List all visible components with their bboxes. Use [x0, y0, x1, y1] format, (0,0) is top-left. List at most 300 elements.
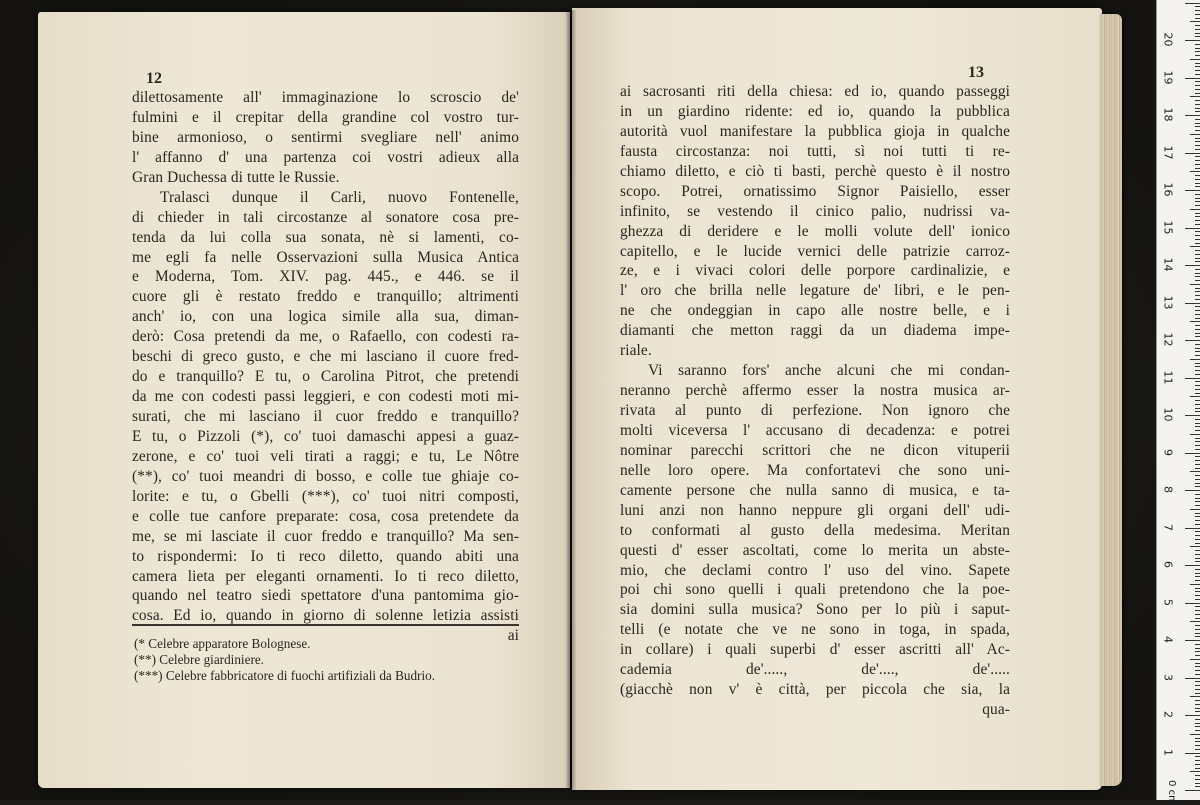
right-page-text-line: cademia de'....., de'...., de'.....	[620, 661, 1010, 679]
ruler-tick	[1195, 213, 1200, 214]
ruler-tick	[1195, 704, 1200, 705]
left-page-text-line: da me con codesti passi leggieri, e con codesti moti mi-	[132, 388, 519, 406]
ruler-tick	[1195, 591, 1200, 592]
ruler-tick	[1195, 775, 1200, 776]
ruler-number: 11	[1161, 370, 1175, 384]
ruler-tick	[1190, 659, 1200, 660]
left-page-text-line: l' affanno d' una partenza coi vostri adieux alla	[132, 148, 519, 166]
ruler-tick	[1185, 490, 1200, 491]
right-page-text-line: in un giardino ridente: ed io, quando la pubblica	[620, 102, 1010, 120]
ruler-tick	[1185, 40, 1200, 41]
ruler-tick	[1195, 205, 1200, 206]
ruler-tick	[1195, 250, 1200, 251]
ruler-tick	[1190, 359, 1200, 360]
right-page-text	[620, 82, 1010, 720]
left-page-text-line: dilettosamente all' immaginazione lo scroscio de'	[132, 89, 519, 106]
ruler-tick	[1185, 303, 1200, 304]
ruler-number: 17	[1161, 145, 1175, 159]
ruler-tick	[1185, 753, 1200, 754]
ruler-tick	[1195, 543, 1200, 544]
footnotes	[134, 636, 524, 684]
ruler-tick	[1190, 59, 1200, 60]
ruler-tick	[1195, 310, 1200, 311]
ruler-tick	[1190, 771, 1200, 772]
ruler-tick	[1185, 265, 1200, 266]
left-page-text-line: me, se mi lasciate il cuor freddo e tranquillo? Ma sen-	[132, 527, 519, 545]
ruler-tick	[1190, 396, 1200, 397]
ruler-tick	[1195, 243, 1200, 244]
ruler-tick	[1195, 764, 1200, 765]
right-page-text-line: capitello, e le lucide vernici delle patrizie carroz-	[620, 242, 1010, 260]
ruler-number: 18	[1161, 107, 1175, 122]
ruler-tick	[1195, 183, 1200, 184]
ruler-tick	[1195, 588, 1200, 589]
ruler-tick	[1195, 280, 1200, 281]
ruler-tick	[1195, 186, 1200, 187]
ruler-tick	[1195, 269, 1200, 270]
ruler-tick	[1195, 48, 1200, 49]
ruler-number: 16	[1161, 182, 1175, 197]
ruler-tick	[1195, 14, 1200, 15]
left-page-text-line: anch' io, con una logica simile alla sua, diman-	[132, 308, 519, 326]
ruler-tick	[1195, 614, 1200, 615]
ruler-tick	[1195, 689, 1200, 690]
ruler-tick	[1195, 516, 1200, 517]
ruler-tick	[1195, 156, 1200, 157]
ruler-tick	[1195, 741, 1200, 742]
ruler-tick	[1190, 546, 1200, 547]
ruler-tick	[1195, 456, 1200, 457]
ruler-tick	[1195, 89, 1200, 90]
ruler-tick	[1195, 606, 1200, 607]
ruler-tick	[1190, 471, 1200, 472]
ruler-tick	[1195, 224, 1200, 225]
footnote: (* Celebre apparatore Bolognese.	[134, 636, 311, 651]
ruler-tick	[1195, 723, 1200, 724]
ruler-tick	[1195, 524, 1200, 525]
ruler-tick	[1195, 438, 1200, 439]
ruler-tick	[1195, 81, 1200, 82]
ruler-number: 6	[1161, 561, 1175, 568]
ruler-tick	[1195, 711, 1200, 712]
ruler-tick	[1190, 171, 1200, 172]
ruler-tick	[1195, 36, 1200, 37]
ruler-tick	[1195, 254, 1200, 255]
ruler-tick	[1195, 441, 1200, 442]
ruler-tick	[1195, 468, 1200, 469]
left-page-text-line: do e tranquillo? E tu, o Carolina Pitrot, che pretendi	[132, 368, 519, 386]
ruler-tick	[1195, 648, 1200, 649]
ruler-tick	[1195, 276, 1200, 277]
ruler-tick	[1195, 681, 1200, 682]
ruler-tick	[1195, 6, 1200, 7]
left-page-text-line: Tralasci dunque il Carli, nuovo Fontenelle,	[160, 188, 519, 206]
ruler-tick	[1195, 393, 1200, 394]
right-page-text-line: in collare) i quali superbi d' esser ascritti all' Ac-	[620, 641, 1010, 659]
right-page-text-line: ghezza di deridere e le molli volute dell' ionico	[620, 222, 1010, 240]
right-page-text-line: fausta circostanza: noi tutti, sì noi tutti ti re-	[620, 142, 1010, 160]
right-page-text-line: Vi saranno fors' anche alcuni che mi condan-	[648, 362, 1010, 380]
ruler-tick	[1195, 756, 1200, 757]
ruler-tick	[1195, 130, 1200, 131]
left-page-text-line: camera lieta per eleganti ornamenti. Io ti reco diletto,	[132, 567, 519, 585]
ruler-tick	[1195, 561, 1200, 562]
left-page-text-line: me egli fa nelle Osservazioni sulla Musica Antica	[132, 248, 519, 266]
ruler-number: 2	[1161, 711, 1175, 718]
left-page-text-line: cosa. Ed io, quando in giorno di solenne letizia assisti	[132, 607, 519, 625]
ruler-tick	[1195, 595, 1200, 596]
left-page-text-line: bine armonioso, o sentirmi svegliare nell' animo	[132, 128, 519, 146]
right-page-text-line: camente persone che nulla sanno di musica, e ta-	[620, 481, 1010, 499]
ruler-tick	[1195, 655, 1200, 656]
left-page-text-line: to rispondermi: Io ti reco diletto, quando abiti una	[132, 547, 519, 565]
ruler-tick	[1195, 670, 1200, 671]
ruler-tick	[1195, 531, 1200, 532]
ruler-tick	[1195, 329, 1200, 330]
ruler-tick	[1190, 321, 1200, 322]
ruler-number: 3	[1161, 673, 1175, 681]
ruler-tick	[1195, 745, 1200, 746]
ruler-tick	[1195, 344, 1200, 345]
right-page-text-line: nominar parecchi scrittori che ne dicon vituperii	[620, 441, 1010, 459]
ruler-tick	[1195, 576, 1200, 577]
ruler-tick	[1195, 449, 1200, 450]
left-page-text-line: lorite: e tu, o Gbelli (***), co' tuoi nitri composti,	[132, 487, 519, 505]
ruler-number: 20	[1161, 32, 1175, 47]
ruler-tick	[1195, 633, 1200, 634]
left-page-text-line: ai	[507, 627, 519, 645]
ruler-tick	[1195, 138, 1200, 139]
ruler-tick	[1195, 783, 1200, 784]
right-page-text-line: ne che ondeggian in capo alle nostre belle, e i	[620, 302, 1010, 320]
ruler-tick	[1195, 558, 1200, 559]
ruler-tick	[1190, 21, 1200, 22]
ruler-tick	[1195, 55, 1200, 56]
ruler-tick	[1195, 636, 1200, 637]
ruler-tick	[1195, 573, 1200, 574]
ruler-tick	[1185, 790, 1200, 791]
ruler-tick	[1195, 216, 1200, 217]
left-page-text-line: E tu, o Pizzoli (*), co' tuoi damaschi appesi a guaz-	[132, 427, 519, 445]
ruler-tick	[1195, 730, 1200, 731]
left-page-text-line: e colle tue canfore preparate: cosa, cosa pretendete da	[132, 507, 519, 525]
ruler-tick	[1195, 258, 1200, 259]
ruler-tick	[1195, 494, 1200, 495]
left-page-text	[132, 88, 519, 646]
ruler-tick	[1195, 104, 1200, 105]
ruler-tick	[1195, 306, 1200, 307]
ruler-tick	[1195, 550, 1200, 551]
ruler-tick	[1185, 678, 1200, 679]
ruler-tick	[1195, 231, 1200, 232]
ruler-tick	[1195, 149, 1200, 150]
ruler-tick	[1195, 419, 1200, 420]
ruler-tick	[1195, 333, 1200, 334]
ruler-tick	[1195, 141, 1200, 142]
ruler-tick	[1195, 629, 1200, 630]
ruler-tick	[1195, 651, 1200, 652]
ruler-tick	[1185, 190, 1200, 191]
ruler-tick	[1195, 513, 1200, 514]
ruler-tick	[1195, 738, 1200, 739]
ruler-tick	[1195, 355, 1200, 356]
right-page-text-line: questi d' esser ascoltati, come lo merita un abste-	[620, 541, 1010, 559]
ruler-tick	[1195, 295, 1200, 296]
ruler-tick	[1195, 288, 1200, 289]
ruler-tick	[1195, 239, 1200, 240]
ruler-tick	[1195, 663, 1200, 664]
ruler-tick	[1195, 389, 1200, 390]
ruler-tick	[1195, 535, 1200, 536]
right-page-text-line: diamanti che metton raggi da un diadema impe-	[620, 322, 1010, 340]
ruler-tick	[1190, 621, 1200, 622]
page-number-left: 12	[146, 70, 162, 87]
right-page-text-line: neranno perchè affermo esser la nostra musica ar-	[620, 382, 1010, 400]
ruler-tick	[1185, 340, 1200, 341]
ruler-tick	[1185, 378, 1200, 379]
right-page-text-line: rivata al punto di perfezione. Non ignoro che	[620, 402, 1010, 419]
ruler-tick	[1195, 29, 1200, 30]
ruler-tick	[1195, 693, 1200, 694]
left-page-text-line: fulmini e il crepitar della grandine col vostro tur-	[132, 108, 519, 126]
ruler-tick	[1195, 235, 1200, 236]
ruler-tick	[1195, 498, 1200, 499]
ruler-tick	[1195, 201, 1200, 202]
ruler-tick	[1195, 666, 1200, 667]
ruler-tick	[1195, 726, 1200, 727]
ruler-tick	[1195, 18, 1200, 19]
ruler-tick	[1195, 381, 1200, 382]
right-page-text-line: ai sacrosanti riti della chiesa: ed io, quando passeggi	[620, 83, 1010, 100]
ruler-tick	[1190, 284, 1200, 285]
ruler-tick	[1190, 584, 1200, 585]
page-edges	[1100, 14, 1122, 786]
ruler-number: 19	[1161, 70, 1175, 84]
ruler-tick	[1195, 400, 1200, 401]
ruler-tick	[1195, 291, 1200, 292]
right-page-text-line: telli (e notate che ve ne sono in toga, in spada,	[620, 621, 1010, 639]
ruler-tick	[1195, 520, 1200, 521]
ruler-tick	[1190, 434, 1200, 435]
right-page-text-line: qua-	[982, 701, 1010, 719]
ruler-tick	[1195, 175, 1200, 176]
right-page-text-line: scopo. Potrei, ornatissimo Signor Paisiello, esser	[620, 182, 1010, 200]
left-page-text-line: e Moderna, Tom. XIV. pag. 445., e 446. se il	[132, 268, 519, 286]
ruler-tick	[1195, 479, 1200, 480]
ruler-tick	[1195, 426, 1200, 427]
ruler-tick	[1195, 486, 1200, 487]
ruler-tick	[1195, 610, 1200, 611]
ruler-tick	[1190, 696, 1200, 697]
ruler-tick	[1195, 423, 1200, 424]
ruler-tick	[1195, 366, 1200, 367]
ruler-tick	[1195, 25, 1200, 26]
ruler-tick	[1195, 168, 1200, 169]
ruler-tick	[1185, 715, 1200, 716]
ruler-tick	[1195, 325, 1200, 326]
ruler-tick	[1195, 66, 1200, 67]
right-page-text-line: (giacchè non v' è città, per piccola che sia, la	[620, 681, 1010, 699]
ruler-tick	[1185, 78, 1200, 79]
left-page-text-line: Gran Duchessa di tutte le Russie.	[132, 168, 340, 186]
ruler-tick	[1195, 160, 1200, 161]
ruler-tick	[1185, 3, 1200, 4]
right-page-text-line: poi chi sono quelli i quali pretendono che la poe-	[620, 581, 1010, 599]
ruler-tick	[1195, 33, 1200, 34]
book-gutter	[566, 10, 576, 790]
ruler-tick	[1195, 768, 1200, 769]
ruler-tick	[1195, 599, 1200, 600]
left-page-text-line: cuore gli è restato freddo e tranquillo; altrimenti	[132, 288, 519, 306]
ruler-tick	[1185, 153, 1200, 154]
ruler-number: 15	[1161, 220, 1175, 234]
page-number-right: 13	[968, 64, 984, 81]
ruler-tick	[1195, 385, 1200, 386]
ruler-tick	[1195, 299, 1200, 300]
footnote: (***) Celebre fabbricatore di fuochi artifiziali da Budrio.	[134, 668, 435, 683]
ruler-tick	[1195, 569, 1200, 570]
right-page-text-line: infinito, se vestendo il cinico palio, nudrissi va-	[620, 202, 1010, 220]
right-page-text-line: ze, e i vivaci colori delle porpore cardinalizie, e	[620, 262, 1010, 280]
ruler-tick	[1195, 179, 1200, 180]
ruler-tick	[1195, 111, 1200, 112]
ruler-tick	[1195, 119, 1200, 120]
ruler-tick	[1195, 220, 1200, 221]
ruler-tick	[1195, 475, 1200, 476]
ruler-tick	[1195, 10, 1200, 11]
ruler-tick	[1190, 134, 1200, 135]
ruler-tick	[1195, 411, 1200, 412]
ruler-tick	[1185, 640, 1200, 641]
ruler-tick	[1185, 565, 1200, 566]
ruler-tick	[1190, 734, 1200, 735]
ruler-tick	[1195, 164, 1200, 165]
ruler-number: 10	[1161, 407, 1175, 422]
right-page-text-line: mio, che declami contro l' uso del vino. Sapete	[620, 561, 1010, 579]
ruler-tick	[1195, 100, 1200, 101]
ruler-tick	[1195, 261, 1200, 262]
ruler-tick	[1185, 603, 1200, 604]
ruler-tick	[1195, 708, 1200, 709]
measurement-ruler	[1156, 0, 1200, 805]
ruler-tick	[1195, 445, 1200, 446]
ruler-tick	[1195, 460, 1200, 461]
ruler-tick	[1195, 123, 1200, 124]
ruler-tick	[1195, 273, 1200, 274]
ruler-tick	[1185, 453, 1200, 454]
ruler-tick	[1195, 464, 1200, 465]
ruler-tick	[1195, 336, 1200, 337]
ruler-number: 7	[1161, 523, 1175, 531]
ruler-unit-label: 0 cm	[1165, 780, 1177, 805]
ruler-tick	[1195, 505, 1200, 506]
ruler-tick	[1195, 63, 1200, 64]
footnote: (**) Celebre giardiniere.	[134, 652, 264, 667]
ruler-tick	[1195, 363, 1200, 364]
ruler-tick	[1195, 85, 1200, 86]
ruler-number: 9	[1161, 448, 1175, 456]
right-page-text-line: autorità vuol manifestare la pubblica gioja in qualche	[620, 122, 1010, 140]
ruler-tick	[1185, 115, 1200, 116]
ruler-tick	[1195, 70, 1200, 71]
ruler-tick	[1185, 415, 1200, 416]
right-page-text-line: molti viceversa l' accusano di decadenza: e potrei	[620, 421, 1010, 439]
ruler-tick	[1185, 528, 1200, 529]
right-page-text-line: riale.	[620, 342, 652, 360]
ruler-tick	[1195, 374, 1200, 375]
ruler-tick	[1195, 370, 1200, 371]
ruler-tick	[1195, 430, 1200, 431]
footnote-rule	[132, 624, 519, 626]
ruler-tick	[1195, 760, 1200, 761]
left-page-text-line: beschi di greco gusto, e che mi lasciano il cuore fred-	[132, 348, 519, 366]
ruler-number: 14	[1161, 257, 1175, 272]
ruler-number: 12	[1161, 332, 1175, 347]
left-page-text-line: zerone, e co' tuoi veli tirati a raggi; e tu, Le Nôtre	[132, 447, 519, 465]
ruler-tick	[1195, 93, 1200, 94]
ruler-tick	[1195, 685, 1200, 686]
left-page-text-line: surati, che mi lasciano il cuor freddo e tranquillo?	[132, 408, 519, 425]
ruler-tick	[1195, 348, 1200, 349]
ruler-tick	[1190, 96, 1200, 97]
ruler-tick	[1195, 314, 1200, 315]
ruler-tick	[1195, 644, 1200, 645]
right-page-text-line: luni anzi non hanno neppure gli organi dell' udi-	[620, 501, 1010, 519]
left-page-text-line: derò: Cosa pretendi da me, o Rafaello, con codesti ra-	[132, 328, 519, 346]
ruler-tick	[1195, 674, 1200, 675]
ruler-tick	[1195, 194, 1200, 195]
ruler-tick	[1195, 719, 1200, 720]
ruler-tick	[1195, 126, 1200, 127]
ruler-tick	[1195, 404, 1200, 405]
right-page-text-line: nelle loro opere. Ma confortatevi che sono uni-	[620, 461, 1010, 479]
ruler-tick	[1195, 483, 1200, 484]
ruler-number: 1	[1161, 748, 1175, 756]
left-page-text-line: di chieder in tali circostanze al sonatore cosa pre-	[132, 208, 519, 226]
ruler-number: 13	[1161, 295, 1175, 309]
ruler-tick	[1195, 700, 1200, 701]
ruler-tick	[1195, 618, 1200, 619]
ruler-tick	[1195, 198, 1200, 199]
ruler-tick	[1195, 580, 1200, 581]
ruler-tick	[1195, 501, 1200, 502]
ruler-tick	[1195, 318, 1200, 319]
ruler-number: 5	[1161, 598, 1175, 606]
ruler-tick	[1190, 509, 1200, 510]
ruler-tick	[1195, 554, 1200, 555]
ruler-tick	[1195, 408, 1200, 409]
ruler-tick	[1195, 351, 1200, 352]
right-page-text-line: chiamo diletto, e ciò ti basti, perchè questo è il nostro	[620, 162, 1010, 180]
ruler-tick	[1195, 539, 1200, 540]
ruler-tick	[1195, 51, 1200, 52]
ruler-tick	[1185, 228, 1200, 229]
ruler-tick	[1195, 625, 1200, 626]
right-page-text-line: l' oro che brilla nelle legature de' libri, e le pen-	[620, 282, 1010, 300]
ruler-number: 4	[1161, 636, 1175, 643]
ruler-tick	[1195, 779, 1200, 780]
ruler-tick	[1195, 749, 1200, 750]
right-page-text-line: sia domini sulla musica? Sono per lo più i saput-	[620, 601, 1010, 619]
ruler-tick	[1190, 209, 1200, 210]
ruler-tick	[1190, 246, 1200, 247]
ruler-tick	[1195, 786, 1200, 787]
ruler-tick	[1195, 44, 1200, 45]
left-page-text-line: (**), co' tuoi meandri di bosso, e colle tue ghiaje co-	[132, 467, 519, 485]
ruler-tick	[1195, 145, 1200, 146]
left-page-text-line: tenda da lui colla sua sonata, nè si lamenti, co-	[132, 228, 519, 246]
ruler-tick	[1195, 108, 1200, 109]
